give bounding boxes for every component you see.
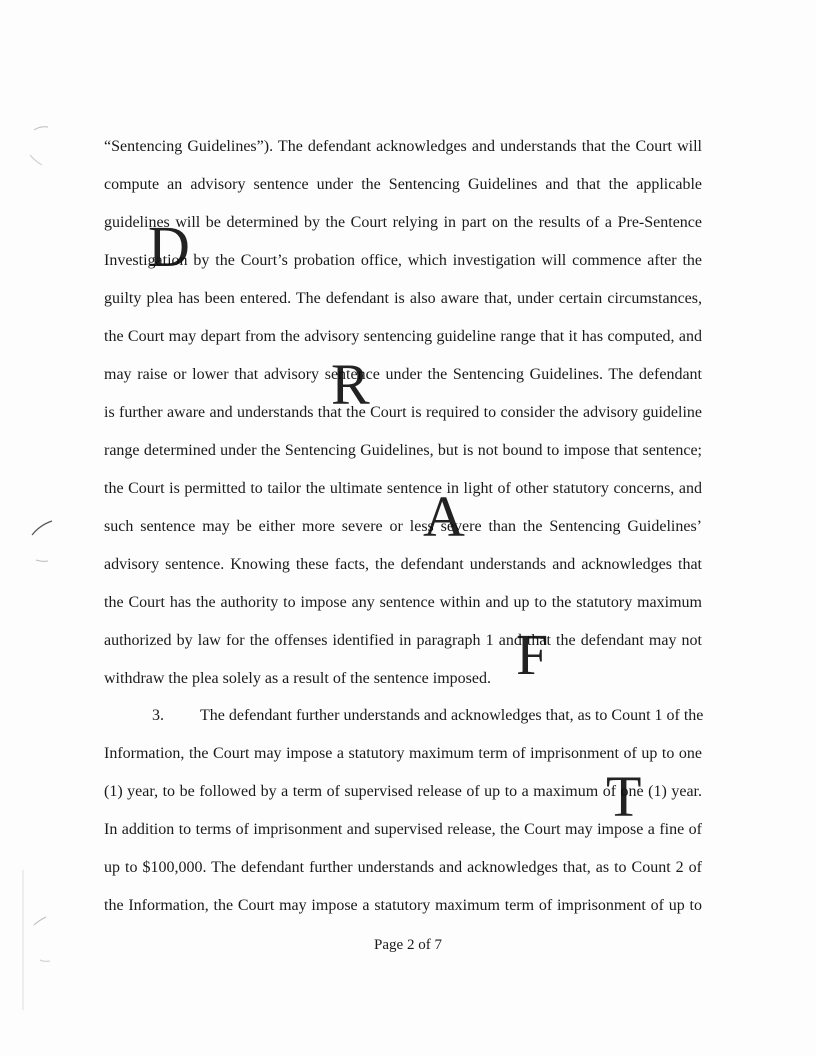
body-text-line: “Sentencing Guidelines”). The defendant acknowledges and understands that the Court will (104, 138, 702, 155)
scan-artifact (20, 110, 60, 1010)
body-text-line: In addition to terms of imprisonment and supervised release, the Court may impose a fine of (104, 821, 702, 838)
body-text-line: Investigation by the Court’s probation office, which investigation will commence after the (104, 252, 702, 269)
body-text-line: may raise or lower that advisory sentence under the Sentencing Guidelines. The defendant (104, 366, 702, 383)
body-text-line: guidelines will be determined by the Court relying in part on the results of a Pre-Sentence (104, 214, 702, 231)
body-text-line: the Court is permitted to tailor the ultimate sentence in light of other statutory concerns, and (104, 480, 702, 497)
watermark-letter: R (331, 352, 370, 417)
watermark-letter: F (516, 622, 549, 687)
body-text-line: up to $100,000. The defendant further understands and acknowledges that, as to Count 2 of (104, 859, 702, 876)
body-text-line: the Court has the authority to impose any sentence within and up to the statutory maximum (104, 594, 702, 611)
watermark-letter: D (148, 214, 190, 279)
body-text-line: withdraw the plea solely as a result of the sentence imposed. (104, 670, 491, 687)
body-text-line: The defendant further understands and acknowledges that, as to Count 1 of the (200, 707, 704, 724)
body-text-line: range determined under the Sentencing Guidelines, but is not bound to impose that sentence; (104, 442, 702, 459)
body-text-line: the Information, the Court may impose a statutory maximum term of imprisonment of up to (104, 897, 702, 914)
body-text-line: is further aware and understands that the Court is required to consider the advisory guideline (104, 404, 702, 421)
watermark-letter: T (606, 764, 642, 829)
watermark-letter: A (423, 484, 465, 549)
body-text-line: Information, the Court may impose a statutory maximum term of imprisonment of up to one (104, 745, 702, 762)
body-text-line: (1) year, to be followed by a term of supervised release of up to a maximum of one (1) year. (104, 783, 702, 800)
body-text-line: such sentence may be either more severe or less severe than the Sentencing Guidelines’ (104, 518, 702, 535)
body-text-line: advisory sentence. Knowing these facts, the defendant understands and acknowledges that (104, 556, 702, 573)
paragraph-number: 3. (152, 707, 164, 724)
page-number-footer: Page 2 of 7 (374, 937, 442, 953)
body-text-line: compute an advisory sentence under the Sentencing Guidelines and that the applicable (104, 176, 702, 193)
body-text-line: the Court may depart from the advisory sentencing guideline range that it has computed, and (104, 328, 702, 345)
body-text-line: guilty plea has been entered. The defendant is also aware that, under certain circumstances, (104, 290, 702, 307)
body-text-line: authorized by law for the offenses identified in paragraph 1 and that the defendant may not (104, 632, 702, 649)
